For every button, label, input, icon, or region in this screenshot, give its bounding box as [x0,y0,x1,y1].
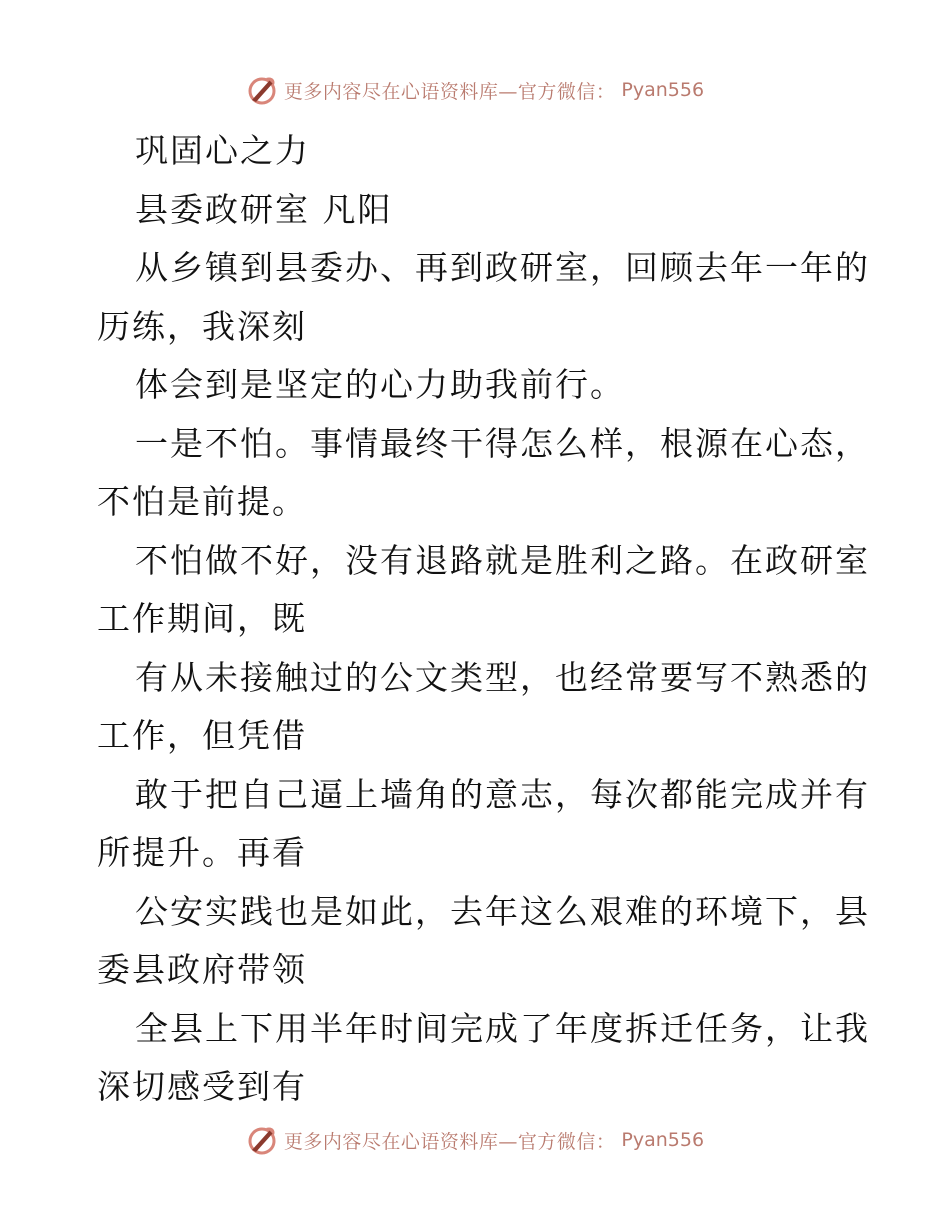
paragraph-line: 从乡镇到县委办、再到政研室，回顾去年一年的 [135,248,870,287]
watermark-text: 更多内容尽在心语资料库—官方微信： [283,80,616,103]
paragraph-line: 深切感受到有 [97,1067,307,1106]
footer-watermark [0,1120,950,1160]
quill-pen-logo-icon [246,1124,278,1156]
paragraph-line: 敢于把自己逼上墙角的意志，每次都能完成并有 [135,774,870,814]
quill-pen-logo-icon [246,74,278,106]
paragraph-line: 委县政府带领 [97,950,307,989]
paragraph-line: 历练，我深刻 [97,306,307,346]
header-watermark [0,70,950,110]
paragraph-line: 体会到是坚定的心力助我前行。 [135,365,625,404]
watermark-text: 更多内容尽在心语资料库—官方微信： [283,1130,616,1153]
paragraph-line: 所提升。再看 [97,833,307,872]
paragraph-line: 不怕是前提。 [97,482,307,521]
document-body [97,122,870,1117]
watermark-code: Pyan556 [621,1129,705,1151]
watermark-code: Pyan556 [621,79,705,101]
document-title: 巩固心之力 [135,131,310,170]
paragraph-line: 公安实践也是如此，去年这么艰难的环境下，县 [135,891,870,931]
paragraph-line: 一是不怕。事情最终干得怎么样，根源在心态， [135,423,870,463]
paragraph-line: 工作期间，既 [97,599,307,638]
paragraph-line: 全县上下用半年时间完成了年度拆迁任务，让我 [135,1008,870,1048]
paragraph-line: 有从未接触过的公文类型，也经常要写不熟悉的 [135,657,870,697]
paragraph-line: 工作，但凭借 [97,716,307,755]
paragraph-line: 不怕做不好，没有退路就是胜利之路。在政研室 [135,540,870,580]
document-author: 县委政研室 凡阳 [135,189,393,229]
